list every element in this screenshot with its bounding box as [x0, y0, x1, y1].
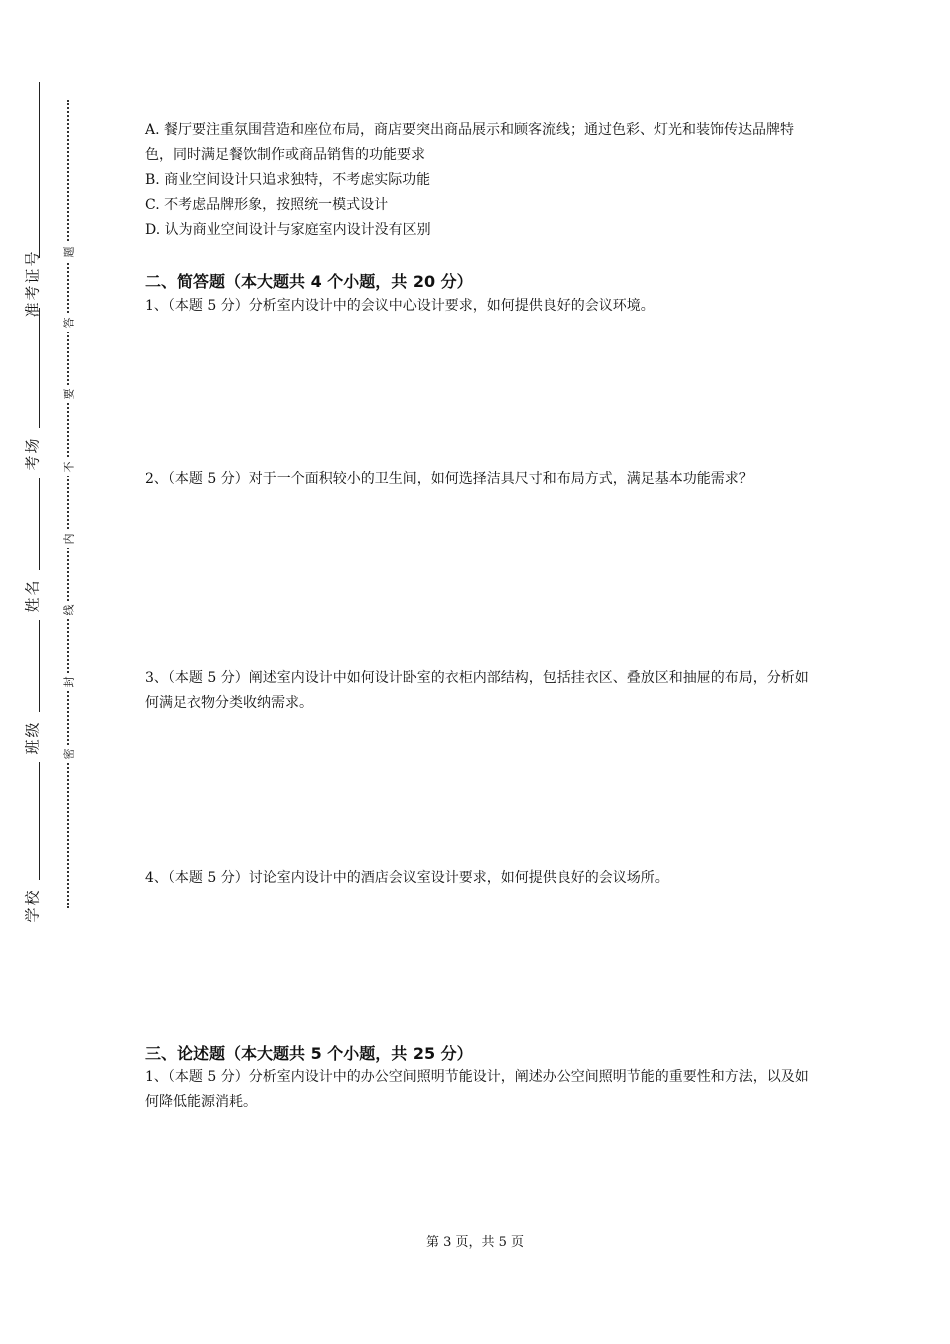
seal-char: 线 [58, 601, 78, 619]
question-2-1: 1、（本题 5 分）分析室内设计中的会议中心设计要求，如何提供良好的会议环境。 [145, 298, 655, 314]
seal-char: 内 [58, 530, 78, 548]
binding-margin [0, 0, 90, 1344]
option-a: A. 餐厅要注重氛围营造和座位布局，商店要突出商品展示和顾客流线；通过色彩、灯光和装饰传达品牌特色，同时满足餐饮制作或商品销售的功能要求 [145, 122, 795, 163]
section-heading-short-answer: 二、简答题（本大题共 4 个小题，共 20 分） [145, 272, 473, 291]
question-2-2: 2、（本题 5 分）对于一个面积较小的卫生间，如何选择洁具尺寸和布局方式，满足基本功能需求？ [145, 471, 753, 487]
seal-char: 不 [58, 458, 78, 476]
seal-dotted-line [67, 100, 69, 908]
seal-char: 要 [58, 385, 78, 403]
binding-solid-line [39, 82, 40, 920]
section-heading-essay: 三、论述题（本大题共 5 个小题，共 25 分） [145, 1044, 473, 1063]
seal-char: 题 [58, 243, 78, 261]
option-d: D. 认为商业空间设计与家庭室内设计没有区别 [145, 222, 431, 238]
page-footer: 第 3 页，共 5 页 [425, 1235, 525, 1250]
seal-char: 封 [58, 673, 78, 691]
field-class: 班级 [15, 712, 49, 762]
field-exam-number: 准考证号 [15, 258, 49, 308]
field-exam-room: 考场 [15, 428, 49, 478]
seal-char: 密 [58, 745, 78, 763]
field-school: 学校 [15, 880, 49, 930]
field-name: 姓名 [15, 570, 49, 620]
option-c: C. 不考虑品牌形象，按照统一模式设计 [145, 197, 389, 213]
choice-options [145, 118, 815, 243]
option-b: B. 商业空间设计只追求独特，不考虑实际功能 [145, 172, 431, 188]
question-2-3: 3、（本题 5 分）阐述室内设计中如何设计卧室的衣柜内部结构，包括挂衣区、叠放区和抽屉的布局，分析如何满足衣物分类收纳需求。 [145, 670, 809, 711]
question-3-1: 1、（本题 5 分）分析室内设计中的办公空间照明节能设计，阐述办公空间照明节能的重要性和方法，以及如何降低能源消耗。 [145, 1069, 809, 1110]
seal-char: 答 [58, 314, 78, 332]
question-2-4: 4、（本题 5 分）讨论室内设计中的酒店会议室设计要求，如何提供良好的会议场所。 [145, 870, 669, 886]
